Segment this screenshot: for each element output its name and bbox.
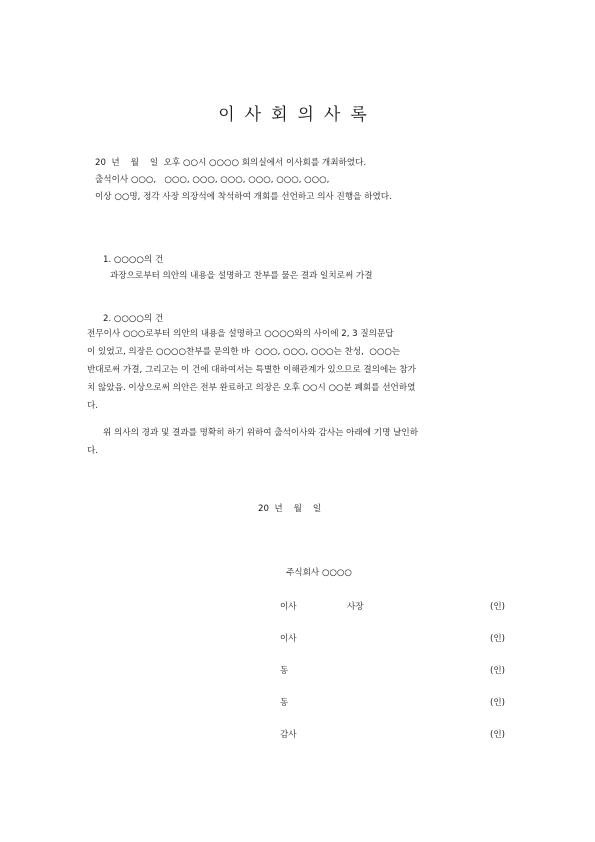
seal-mark: (인): [489, 634, 505, 644]
signatory-row: [280, 632, 505, 646]
item-2-line-2: 이 있었고, 의장은 ○○○○찬부를 문의한 바 ○○○, ○○○, ○○○는 찬성, ○○○는: [87, 347, 401, 357]
item-2-heading: 2. ○○○○의 건: [103, 314, 164, 324]
signing-date: 20 년 월 일: [258, 504, 322, 514]
item-2-line-5: 다.: [87, 401, 99, 411]
item-1-body: 과장으로부터 의안의 내용을 설명하고 찬부를 물은 결과 일치로써 가결: [110, 271, 373, 281]
seal-mark: (인): [489, 666, 505, 676]
signatory-role: 이사: [280, 602, 297, 612]
document-title: 이사회의사록: [218, 105, 377, 125]
signatory-row: [280, 696, 505, 710]
signatory-role: 감사: [280, 730, 297, 740]
item-2-line-3: 반대로써 가결, 그리고는 이 건에 대하여서는 특별한 이해관계가 있으므로 결의에는 참가: [87, 365, 416, 375]
signatory-role: 동: [280, 698, 289, 708]
signatory-row: [280, 728, 505, 742]
closing-line-2: 다.: [87, 446, 99, 456]
company-name: 주식회사 ○○○○: [286, 568, 352, 578]
closing-line-1: 위 의사의 경과 및 결과를 명확히 하기 위하여 출석이사와 감사는 아래에 기명 날인하: [103, 428, 419, 438]
seal-mark: (인): [489, 698, 505, 708]
seal-mark: (인): [489, 602, 505, 612]
signatory-row: [280, 600, 505, 614]
item-2-line-4: 치 않았음. 이상으로써 의안은 전부 완료하고 의장은 오후 ○○시 ○○분 폐회를 선언하였: [87, 383, 416, 393]
item-1-heading: 1. ○○○○의 건: [103, 255, 164, 265]
signatory-row: [280, 664, 505, 678]
intro-line-3: 이상 ○○명, 정각 사장 의장석에 착석하여 개회를 선언하고 의사 진행을 하였다.: [95, 192, 392, 202]
intro-line-1: 20 년 월 일 오후 ○○시 ○○○○ 회의실에서 이사회를 개최하였다.: [95, 158, 367, 168]
signatory-role: 동: [280, 666, 289, 676]
signatory-role: 이사: [280, 634, 297, 644]
item-2-line-1: 전무이사 ○○○로부터 의안의 내용을 설명하고 ○○○○와의 사이에 2, 3 질의문답: [87, 329, 394, 339]
seal-mark: (인): [489, 730, 505, 740]
intro-line-2: 출석이사 ○○○, ○○○, ○○○, ○○○, ○○○, ○○○, ○○○,: [95, 175, 330, 185]
signatory-position: 사장: [347, 602, 364, 612]
